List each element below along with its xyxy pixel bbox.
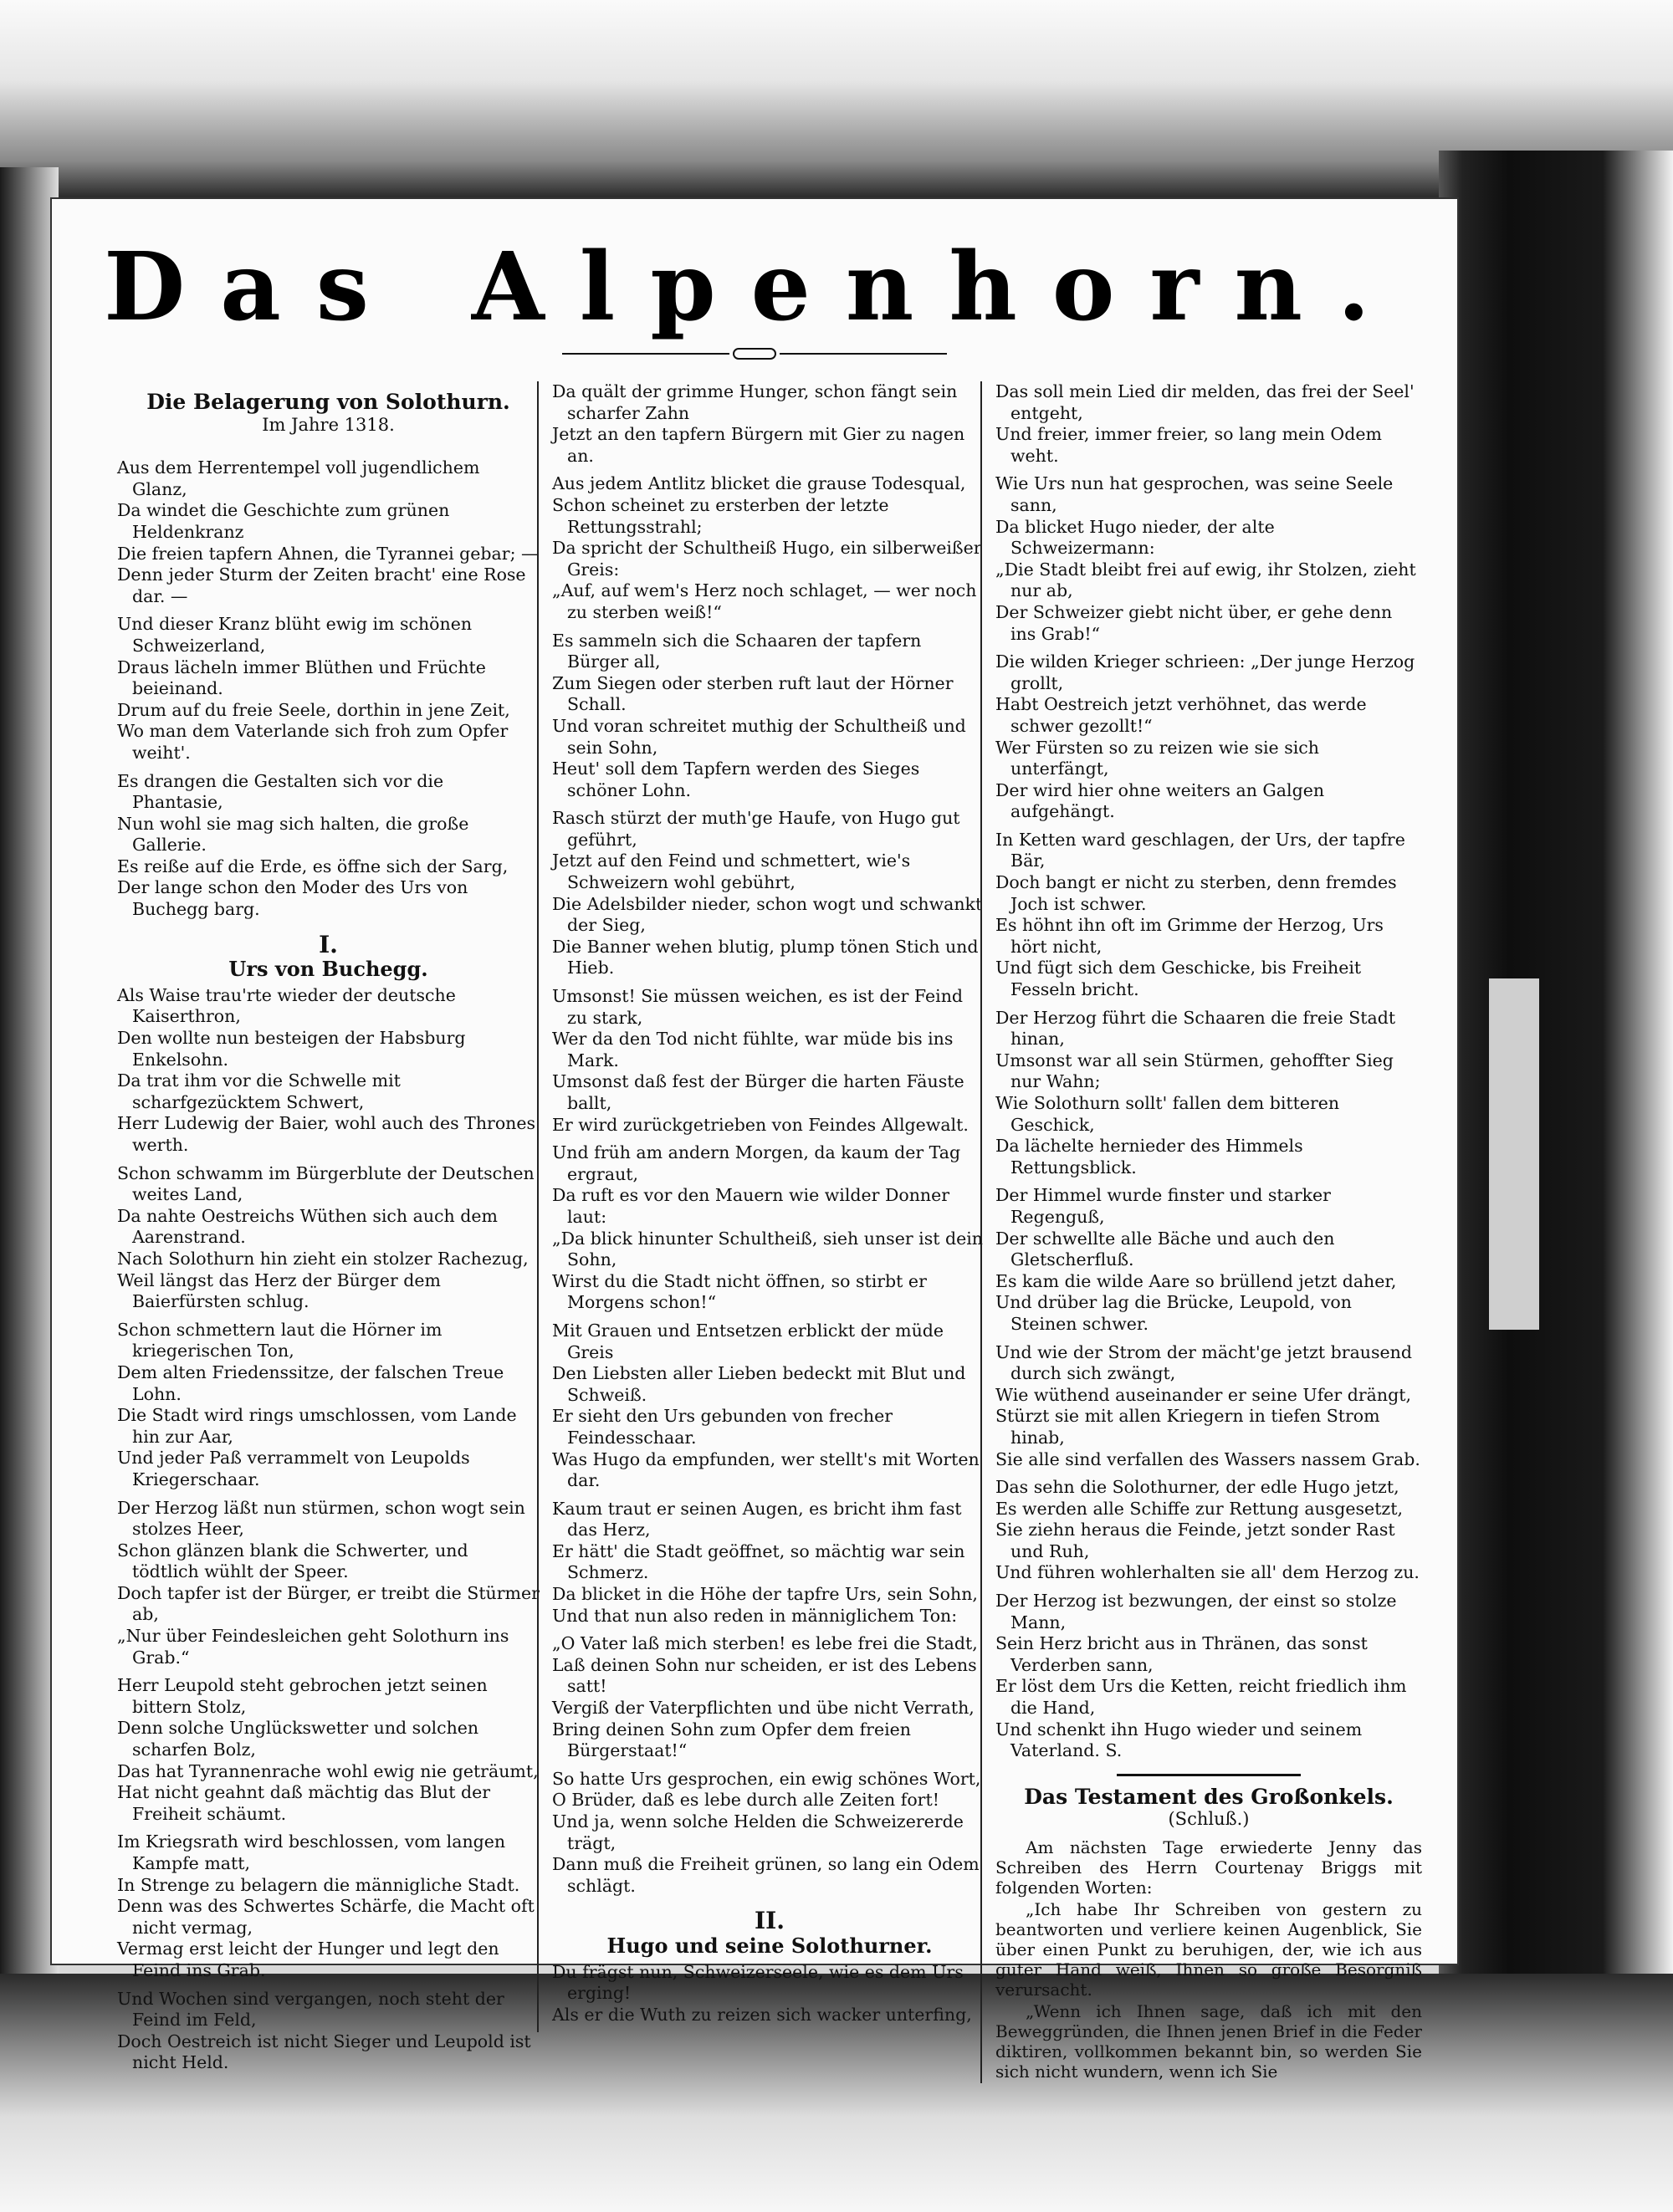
poem-line: Der schwellte alle Bäche und auch den Gletscherfluß.	[995, 1228, 1335, 1270]
poem-line: Der Himmel wurde finster und starker Regenguß,	[995, 1185, 1331, 1227]
poem-line: Sein Herz bricht aus in Thränen, das sonst Verderben sann,	[995, 1633, 1368, 1675]
poem-line: Umsonst! Sie müssen weichen, es ist der Feind zu stark,	[552, 986, 964, 1028]
section-1-title: Urs von Buchegg.	[228, 957, 428, 982]
poem-line: Sie alle sind verfallen des Wassers nassem Grab.	[995, 1448, 1420, 1469]
poem-line: Jetzt auf den Feind und schmettert, wie's Schweizern wohl gebührt,	[552, 851, 911, 893]
poem-line: Mit Grauen und Entsetzen erblickt der müde Greis	[552, 1320, 944, 1362]
poem-subtitle: Im Jahre 1318.	[262, 414, 395, 435]
story-title: Das Testament des Großonkels.	[1024, 1784, 1394, 1809]
poem-line: „Nur über Feindesleichen geht Solothurn ins Grab.“	[117, 1626, 509, 1668]
poem-line: Und schenkt ihn Hugo wieder und seinem Vaterland. S.	[995, 1719, 1363, 1761]
poem-line: Die freien tapfern Ahnen, die Tyrannei gebar; —	[117, 543, 539, 564]
section-1-stanzas	[117, 985, 540, 2074]
poem-line: Rasch stürzt der muth'ge Haufe, von Hugo gut geführt,	[552, 808, 960, 850]
poem-line: Wo man dem Vaterlande sich froh zum Opfer weiht'.	[117, 721, 509, 763]
story-paragraph: Am nächsten Tage erwiederte Jenny das Schreiben des Herrn Courtenay Briggs mit folgenden Worten:	[995, 1837, 1422, 1898]
poem-line: „O Vater laß mich sterben! es lebe frei die Stadt,	[552, 1633, 978, 1654]
poem-line: Heut' soll dem Tapfern werden des Sieges schöner Lohn.	[552, 759, 920, 800]
poem-line: „Da blick hinunter Schultheiß, sieh unser ist dein Sohn,	[552, 1228, 983, 1270]
poem-stanza	[117, 771, 540, 921]
poem-stanza	[117, 614, 540, 764]
poem-line: Als Waise trau'rte wieder der deutsche Kaiserthron,	[117, 984, 456, 1027]
poem-stanza	[995, 1008, 1422, 1179]
poem-stanza	[995, 473, 1422, 645]
poem-line: Die wilden Krieger schrieen: „Der junge Herzog grollt,	[995, 651, 1415, 693]
poem-line: Da trat ihm vor die Schwelle mit scharfgezücktem Schwert,	[117, 1070, 401, 1112]
poem-line: Es kam die wilde Aare so brüllend jetzt daher,	[995, 1270, 1397, 1291]
poem-line: In Strenge zu belagern die männigliche Stadt.	[117, 1874, 520, 1895]
poem-line: Wie Urs nun hat gesprochen, was seine Seele sann,	[995, 473, 1394, 515]
poem-line: Drum auf du freie Seele, dorthin in jene Zeit,	[117, 699, 510, 720]
book-spine-highlight	[1489, 978, 1539, 1330]
poem-stanza	[117, 1498, 540, 1669]
scan-border-top	[0, 0, 1673, 201]
poem-line: Und that nun also reden in männiglichem Ton:	[552, 1605, 958, 1626]
poem-line: Vermag erst leicht der Hunger und legt den Feind ins Grab.	[117, 1939, 499, 1980]
poem-line: Da ruft es vor den Mauern wie wilder Donner laut:	[552, 1185, 950, 1227]
poem-line: Die Banner wehen blutig, plump tönen Stich und Hieb.	[552, 936, 979, 978]
poem-line: Und jeder Paß verrammelt von Leupolds Kriegerschaar.	[117, 1448, 470, 1489]
poem-line: Und fügt sich dem Geschicke, bis Freiheit Fesseln bricht.	[995, 958, 1362, 1000]
masthead-ornament-icon	[562, 348, 947, 360]
poem-line: Da blicket Hugo nieder, der alte Schweizermann:	[995, 516, 1275, 559]
column-1	[117, 381, 540, 2081]
poem-line: O Brüder, daß es lebe durch alle Zeiten fort!	[552, 1790, 939, 1811]
poem-intro	[117, 457, 540, 920]
poem-stanza	[995, 1477, 1422, 1584]
poem-stanza	[117, 985, 540, 1157]
poem-line: Der Herzog ist bezwungen, der einst so stolze Mann,	[995, 1591, 1397, 1632]
poem-line: Den Liebsten aller Lieben bedeckt mit Blut und Schweiß.	[552, 1363, 966, 1405]
poem-line: Er löst dem Urs die Ketten, reicht friedlich ihm die Hand,	[995, 1676, 1407, 1719]
newspaper-page	[52, 199, 1457, 2082]
poem-stanza	[117, 1989, 540, 2074]
poem-stanza	[117, 1320, 540, 1491]
poem-line: Der Schweizer giebt nicht über, er gehe denn ins Grab!“	[995, 601, 1393, 644]
poem-stanza	[117, 1831, 540, 1981]
poem-line: Umsonst daß fest der Bürger die harten Fäuste ballt,	[552, 1071, 964, 1113]
story-text	[995, 1837, 1422, 2082]
poem-line: Nun wohl sie mag sich halten, die große Gallerie.	[117, 813, 469, 856]
poem-stanza	[552, 1499, 987, 1627]
poem-line: Habt Oestreich jetzt verhöhnet, das werde schwer gezollt!“	[995, 694, 1367, 736]
column-3-stanzas	[995, 381, 1422, 1762]
story-subtitle: (Schluß.)	[1168, 1809, 1250, 1830]
poem-line: Und dieser Kranz blüht ewig im schönen Schweizerland,	[117, 614, 473, 656]
poem-line: Wie Solothurn sollt' fallen dem bitteren Geschick,	[995, 1093, 1340, 1135]
poem-line: Das sehn die Solothurner, der edle Hugo jetzt,	[995, 1477, 1399, 1498]
poem-line: Er hätt' die Stadt geöffnet, so mächtig war sein Schmerz.	[552, 1540, 965, 1583]
poem-line: Die Adelsbilder nieder, schon wogt und schwankt der Sieg,	[552, 893, 983, 936]
poem-line: Und drüber lag die Brücke, Leupold, von Steinen schwer.	[995, 1292, 1352, 1334]
poem-stanza	[552, 381, 987, 467]
poem-line: Laß deinen Sohn nur scheiden, er ist des Lebens satt!	[552, 1654, 977, 1697]
poem-line: Doch bangt er nicht zu sterben, denn fremdes Joch ist schwer.	[995, 872, 1397, 914]
poem-line: Stürzt sie mit allen Kriegern in tiefen Strom hinab,	[995, 1406, 1380, 1448]
poem-line: Herr Leupold steht gebrochen jetzt seinen bittern Stolz,	[117, 1675, 488, 1717]
poem-line: Er sieht den Urs gebunden von frecher Feindesschaar.	[552, 1406, 893, 1448]
poem-line: So hatte Urs gesprochen, ein ewig schönes Wort,	[552, 1768, 981, 1789]
section-2-stanzas	[552, 1962, 987, 2026]
poem-line: Es reiße auf die Erde, es öffne sich der Sarg,	[117, 856, 509, 876]
poem-stanza	[552, 808, 987, 979]
poem-stanza	[995, 1591, 1422, 1762]
poem-line: Denn was des Schwertes Schärfe, die Macht oft nicht vermag,	[117, 1896, 535, 1938]
poem-line: Denn jeder Sturm der Zeiten bracht' eine Rose dar. —	[117, 564, 526, 606]
poem-stanza	[552, 1321, 987, 1492]
poem-stanza	[552, 986, 987, 1136]
poem-line: Das soll mein Lied dir melden, das frei der Seel' entgeht,	[995, 381, 1415, 423]
poem-line: Da blicket in die Höhe der tapfre Urs, sein Sohn,	[552, 1584, 978, 1605]
poem-stanza	[552, 1769, 987, 1898]
poem-line: Und Wochen sind vergangen, noch steht der Feind im Feld,	[117, 1988, 504, 2031]
poem-stanza	[552, 1962, 987, 2026]
poem-line: Es werden alle Schiffe zur Rettung ausgesetzt,	[995, 1498, 1403, 1519]
poem-line: Schon scheinet zu ersterben der letzte Rettungsstrahl;	[552, 494, 889, 537]
poem-line: Der wird hier ohne weiters an Galgen aufgehängt.	[995, 779, 1325, 822]
poem-line: Und voran schreitet muthig der Schultheiß und sein Sohn,	[552, 715, 966, 758]
poem-stanza	[552, 1633, 987, 1762]
poem-line: Wer da den Tod nicht fühlte, war müde bis ins Mark.	[552, 1029, 954, 1070]
poem-stanza	[552, 631, 987, 802]
poem-line: Und wie der Strom der mächt'ge jetzt brausend durch sich zwängt,	[995, 1341, 1412, 1384]
poem-line: Da windet die Geschichte zum grünen Heldenkranz	[117, 500, 450, 542]
poem-line: Dem alten Friedenssitze, der falschen Treue Lohn.	[117, 1361, 504, 1404]
poem-line: Da quält der grimme Hunger, schon fängt sein scharfer Zahn	[552, 381, 958, 423]
scan-border-left	[0, 167, 59, 1990]
section-1-number: I.	[319, 930, 338, 958]
poem-line: Weil längst das Herz der Bürger dem Baierfürsten schlug.	[117, 1269, 441, 1312]
poem-line: „Auf, auf wem's Herz noch schlaget, — wer noch zu sterben weiß!“	[552, 580, 977, 622]
poem-line: Die Stadt wird rings umschlossen, vom Lande hin zur Aar,	[117, 1405, 517, 1447]
poem-line: Dann muß die Freiheit grünen, so lang ein Odem schlägt.	[552, 1854, 980, 1896]
column-2	[537, 381, 987, 2032]
poem-line: Es sammeln sich die Schaaren der tapfern Bürger all,	[552, 630, 922, 672]
poem-stanza	[995, 651, 1422, 823]
masthead-title: Das Alpenhorn.	[104, 232, 1405, 342]
poem-line: Aus dem Herrentempel voll jugendlichem Glanz,	[117, 457, 480, 499]
poem-line: Umsonst war all sein Stürmen, gehoffter Sieg nur Wahn;	[995, 1050, 1394, 1092]
poem-line: Doch Oestreich ist nicht Sieger und Leupold ist nicht Held.	[117, 2031, 531, 2073]
section-divider	[1117, 1774, 1301, 1776]
poem-line: Und früh am andern Morgen, da kaum der Tag ergraut,	[552, 1142, 961, 1184]
poem-line: Da nahte Oestreichs Wüthen sich auch dem Aarenstrand.	[117, 1205, 498, 1248]
poem-line: Im Kriegsrath wird beschlossen, vom langen Kampfe matt,	[117, 1831, 506, 1873]
poem-line: Zum Siegen oder sterben ruft laut der Hörner Schall.	[552, 672, 954, 715]
poem-line: Schon glänzen blank die Schwerter, und tödtlich wühlt der Speer.	[117, 1540, 468, 1582]
poem-line: Er wird zurückgetrieben von Feindes Allgewalt.	[552, 1114, 969, 1135]
poem-line: Schon schmettern laut die Hörner im kriegerischen Ton,	[117, 1319, 443, 1361]
poem-line: Draus lächeln immer Blüthen und Früchte beieinand.	[117, 656, 486, 699]
poem-stanza	[995, 1185, 1422, 1335]
poem-line: Und ja, wenn solche Helden die Schweizererde trägt,	[552, 1811, 964, 1853]
scan-border-right	[1439, 151, 1673, 2024]
poem-line: Nach Solothurn hin zieht ein stolzer Rachezug,	[117, 1248, 529, 1269]
poem-line: Es drangen die Gestalten sich vor die Phantasie,	[117, 770, 444, 813]
poem-line: Wie wüthend auseinander er seine Ufer drängt,	[995, 1384, 1411, 1405]
poem-line: Der lange schon den Moder des Urs von Buchegg barg.	[117, 877, 468, 920]
poem-line: Hat nicht geahnt daß mächtig das Blut der Freiheit schäumt.	[117, 1782, 491, 1824]
poem-line: In Ketten ward geschlagen, der Urs, der tapfre Bär,	[995, 829, 1405, 871]
poem-line: Da spricht der Schultheiß Hugo, ein silberweißer Greis:	[552, 538, 982, 580]
story-paragraph: „Ich habe Ihr Schreiben von gestern zu beantworten und verliere keinen Augenblick, Sie über einen Punkt zu beruhigen, der, wie ich aus guter Hand weiß, Ihnen so große Besorgniß verursacht.	[995, 1899, 1422, 2000]
poem-stanza	[552, 1142, 987, 1314]
poem-title: Die Belagerung von Solothurn.	[146, 390, 510, 414]
poem-line: Denn solche Unglückswetter und solchen scharfen Bolz,	[117, 1718, 479, 1760]
poem-line: Was Hugo da empfunden, wer stellt's mit Worten dar.	[552, 1448, 980, 1491]
poem-line: Bring deinen Sohn zum Opfer dem freien Bürgerstaat!“	[552, 1719, 911, 1761]
poem-line: Der Herzog läßt nun stürmen, schon wogt sein stolzes Heer,	[117, 1497, 525, 1540]
poem-line: Aus jedem Antlitz blicket die grause Todesqual,	[552, 473, 966, 494]
poem-line: Doch tapfer ist der Bürger, er treibt die Stürmer ab,	[117, 1582, 540, 1625]
poem-line: Kaum traut er seinen Augen, es bricht ihm fast das Herz,	[552, 1498, 962, 1540]
poem-stanza	[995, 830, 1422, 1001]
section-2-number: II.	[755, 1907, 785, 1935]
poem-stanza	[995, 381, 1422, 467]
poem-line: Schon schwamm im Bürgerblute der Deutschen weites Land,	[117, 1162, 535, 1205]
poem-line: Wirst du die Stadt nicht öffnen, so stirbt er Morgens schon!“	[552, 1270, 927, 1313]
poem-line: Du frägst nun, Schweizerseele, wie es dem Urs erging!	[552, 1961, 964, 2004]
poem-line: Das hat Tyrannenrache wohl ewig nie geträumt,	[117, 1760, 539, 1781]
poem-line: Der Herzog führt die Schaaren die freie Stadt hinan,	[995, 1007, 1396, 1050]
poem-line: „Die Stadt bleibt frei auf ewig, ihr Stolzen, zieht nur ab,	[995, 559, 1416, 601]
poem-line: Vergiß der Vaterpflichten und übe nicht Verrath,	[552, 1698, 975, 1719]
poem-line: Wer Fürsten so zu reizen wie sie sich unterfängt,	[995, 737, 1319, 779]
poem-stanza	[117, 1163, 540, 1313]
column-2-stanzas	[552, 381, 987, 1897]
poem-line: Als er die Wuth zu reizen sich wacker unterfing,	[552, 2004, 972, 2025]
story-paragraph: „Wenn ich Ihnen sage, daß ich mit den Beweggründen, die Ihnen jenen Brief in die Feder diktiren, vollkommen bekannt bin, so werden Sie sich nicht wundern, wenn ich Sie	[995, 2001, 1422, 2082]
column-3	[980, 381, 1422, 2083]
poem-line: Es höhnt ihn oft im Grimme der Herzog, Urs hört nicht,	[995, 915, 1384, 957]
poem-line: Den wollte nun besteigen der Habsburg Enkelsohn.	[117, 1028, 466, 1070]
poem-line: Herr Ludewig der Baier, wohl auch des Thrones werth.	[117, 1113, 536, 1155]
poem-stanza	[552, 473, 987, 623]
poem-line: Sie ziehn heraus die Feinde, jetzt sonder Rast und Ruh,	[995, 1520, 1395, 1561]
section-2-title: Hugo und seine Solothurner.	[606, 1933, 933, 1958]
poem-stanza	[117, 457, 540, 607]
poem-stanza	[995, 1342, 1422, 1471]
poem-line: Und freier, immer freier, so lang mein Odem weht.	[995, 424, 1382, 466]
poem-line: Und führen wohlerhalten sie all' dem Herzog zu.	[995, 1562, 1420, 1583]
poem-line: Da lächelte hernieder des Himmels Rettungsblick.	[995, 1136, 1303, 1178]
poem-stanza	[117, 1675, 540, 1825]
poem-line: Jetzt an den tapfern Bürgern mit Gier zu nagen an.	[552, 424, 965, 466]
